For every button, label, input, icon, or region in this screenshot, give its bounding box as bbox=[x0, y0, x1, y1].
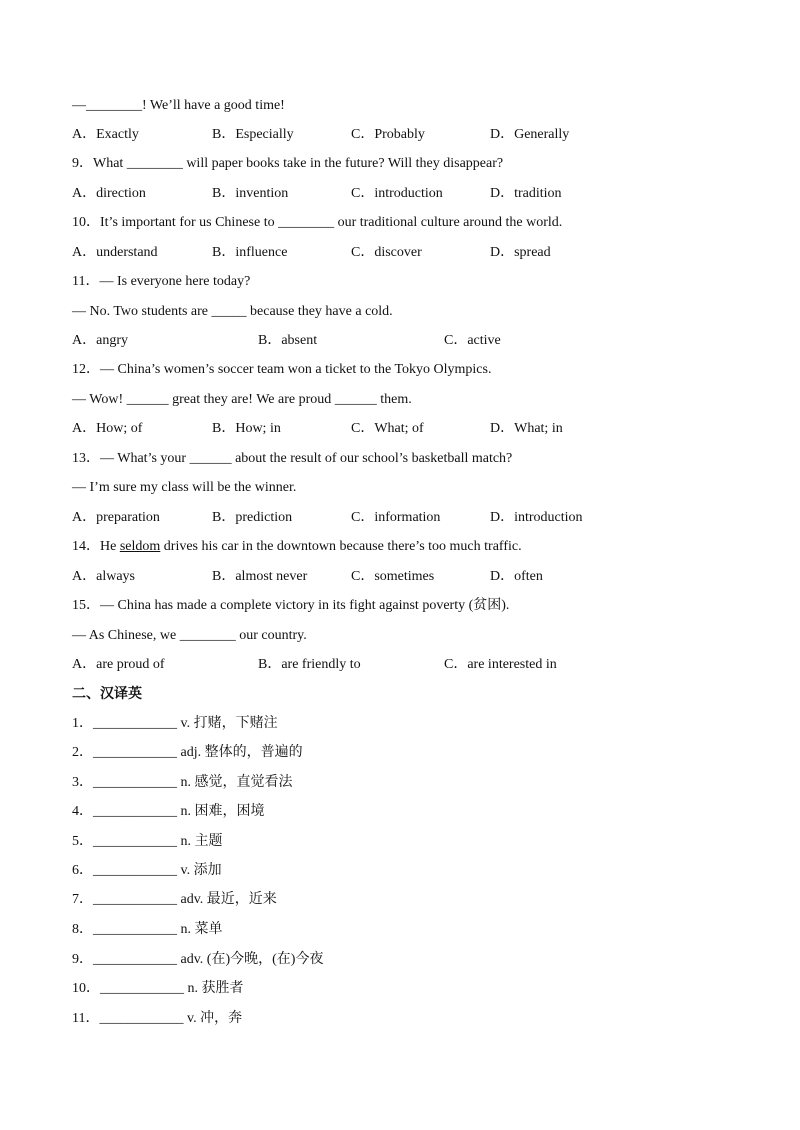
vocab-item bbox=[72, 801, 265, 823]
option-d: D．Generally bbox=[490, 127, 570, 142]
option-b: B．Especially bbox=[212, 127, 294, 142]
item-number: 2． bbox=[72, 745, 93, 760]
option-b: B．How; in bbox=[212, 421, 281, 436]
option-b: B．influence bbox=[212, 245, 288, 260]
q9-stem: 9．What ________ will paper books take in the future? Will they disappear? bbox=[72, 156, 504, 171]
option-c: C．are interested in bbox=[444, 657, 557, 672]
item-number: 5． bbox=[72, 834, 93, 849]
q12-stem-line2: — Wow! ______ great they are! We are proud ______ them. bbox=[72, 392, 412, 407]
option-c: C．discover bbox=[351, 245, 422, 260]
q14-underlined-word: seldom bbox=[119, 539, 161, 554]
item-number: 4． bbox=[72, 804, 93, 819]
item-definition: n. 困难，困境 bbox=[180, 804, 265, 819]
option-b: B．are friendly to bbox=[258, 657, 361, 672]
item-definition: n. 菜单 bbox=[180, 922, 223, 937]
item-definition: n. 主题 bbox=[180, 834, 223, 849]
option-b: B．invention bbox=[212, 186, 289, 201]
q12-options bbox=[72, 418, 732, 440]
option-d: D．spread bbox=[490, 245, 551, 260]
section-heading: 二、汉译英 bbox=[72, 686, 142, 702]
option-a: A．angry bbox=[72, 333, 128, 348]
q14-stem bbox=[72, 536, 522, 558]
item-definition: v. 打赌，下赌注 bbox=[180, 716, 278, 731]
q9-options bbox=[72, 183, 732, 205]
vocab-item bbox=[72, 1008, 242, 1030]
item-definition: adv. 最近，近来 bbox=[180, 892, 277, 907]
option-d: D．tradition bbox=[490, 186, 562, 201]
item-definition: v. 添加 bbox=[180, 863, 222, 878]
vocab-item bbox=[72, 860, 222, 882]
answer-blank: ____________ bbox=[93, 922, 177, 937]
option-a: A．understand bbox=[72, 245, 158, 260]
vocab-item bbox=[72, 978, 244, 1000]
item-definition: v. 冲，奔 bbox=[186, 1011, 243, 1026]
vocab-item bbox=[72, 919, 223, 941]
option-a: A．Exactly bbox=[72, 127, 139, 142]
q11-stem-line2: — No. Two students are _____ because they have a cold. bbox=[72, 304, 393, 319]
answer-blank: ____________ bbox=[93, 775, 177, 790]
vocab-item bbox=[72, 742, 303, 764]
item-definition: n. 获胜者 bbox=[187, 981, 244, 996]
q14-prefix: 14．He bbox=[72, 539, 120, 554]
vocab-item bbox=[72, 889, 277, 911]
q10-options bbox=[72, 242, 732, 264]
item-number: 10． bbox=[72, 981, 100, 996]
option-d: D．introduction bbox=[490, 510, 583, 525]
option-d: D．often bbox=[490, 569, 543, 584]
q8-options bbox=[72, 124, 732, 146]
option-c: C．active bbox=[444, 333, 501, 348]
option-c: C．sometimes bbox=[351, 569, 435, 584]
q15-stem: 15．— China has made a complete victory in its fight against poverty (贫困). bbox=[72, 598, 510, 613]
option-b: B．almost never bbox=[212, 569, 308, 584]
answer-blank: ____________ bbox=[93, 952, 177, 967]
item-number: 8． bbox=[72, 922, 93, 937]
vocab-item bbox=[72, 772, 293, 794]
item-number: 3． bbox=[72, 775, 93, 790]
answer-blank: ____________ bbox=[93, 745, 177, 760]
answer-blank: ____________ bbox=[93, 804, 177, 819]
option-c: C．Probably bbox=[351, 127, 425, 142]
vocab-item bbox=[72, 949, 323, 971]
item-definition: n. 感觉，直觉看法 bbox=[180, 775, 293, 790]
q13-options bbox=[72, 507, 732, 529]
item-definition: adj. 整体的，普遍的 bbox=[180, 745, 303, 760]
item-number: 9． bbox=[72, 952, 93, 967]
q15-options bbox=[72, 654, 732, 676]
q13-stem-line2: — I’m sure my class will be the winner. bbox=[72, 480, 297, 495]
option-a: A．always bbox=[72, 569, 135, 584]
option-c: C．information bbox=[351, 510, 441, 525]
answer-blank: ____________ bbox=[93, 892, 177, 907]
q14-options bbox=[72, 566, 732, 588]
option-d: D．What; in bbox=[490, 421, 563, 436]
q12-stem: 12．— China’s women’s soccer team won a ticket to the Tokyo Olympics. bbox=[72, 362, 492, 377]
option-a: A．preparation bbox=[72, 510, 160, 525]
q8-stem: —________! We’ll have a good time! bbox=[72, 98, 285, 113]
answer-blank: ____________ bbox=[93, 834, 177, 849]
vocab-item bbox=[72, 831, 223, 853]
option-a: A．are proud of bbox=[72, 657, 165, 672]
answer-blank: ____________ bbox=[93, 863, 177, 878]
option-c: C．introduction bbox=[351, 186, 443, 201]
option-c: C．What; of bbox=[351, 421, 424, 436]
answer-blank: ____________ bbox=[100, 981, 184, 996]
answer-blank: ____________ bbox=[99, 1011, 184, 1026]
option-a: A．direction bbox=[72, 186, 146, 201]
item-number: 6． bbox=[72, 863, 93, 878]
q10-stem: 10．It’s important for us Chinese to ________ our traditional culture around the world. bbox=[72, 215, 563, 230]
option-b: B．absent bbox=[258, 333, 318, 348]
option-a: A．How; of bbox=[72, 421, 143, 436]
q11-stem: 11．— Is everyone here today? bbox=[72, 274, 251, 289]
option-b: B．prediction bbox=[212, 510, 293, 525]
q14-suffix: drives his car in the downtown because there’s too much traffic. bbox=[160, 539, 522, 554]
answer-blank: ____________ bbox=[93, 716, 177, 731]
q15-stem-line2: — As Chinese, we ________ our country. bbox=[72, 628, 307, 643]
q13-stem: 13．— What’s your ______ about the result of our school’s basketball match? bbox=[72, 451, 513, 466]
q11-options bbox=[72, 330, 732, 352]
item-number: 11． bbox=[72, 1011, 100, 1026]
item-definition: adv. (在)今晚，(在)今夜 bbox=[180, 952, 324, 967]
vocab-item bbox=[72, 713, 278, 735]
item-number: 7． bbox=[72, 892, 93, 907]
item-number: 1． bbox=[72, 716, 93, 731]
